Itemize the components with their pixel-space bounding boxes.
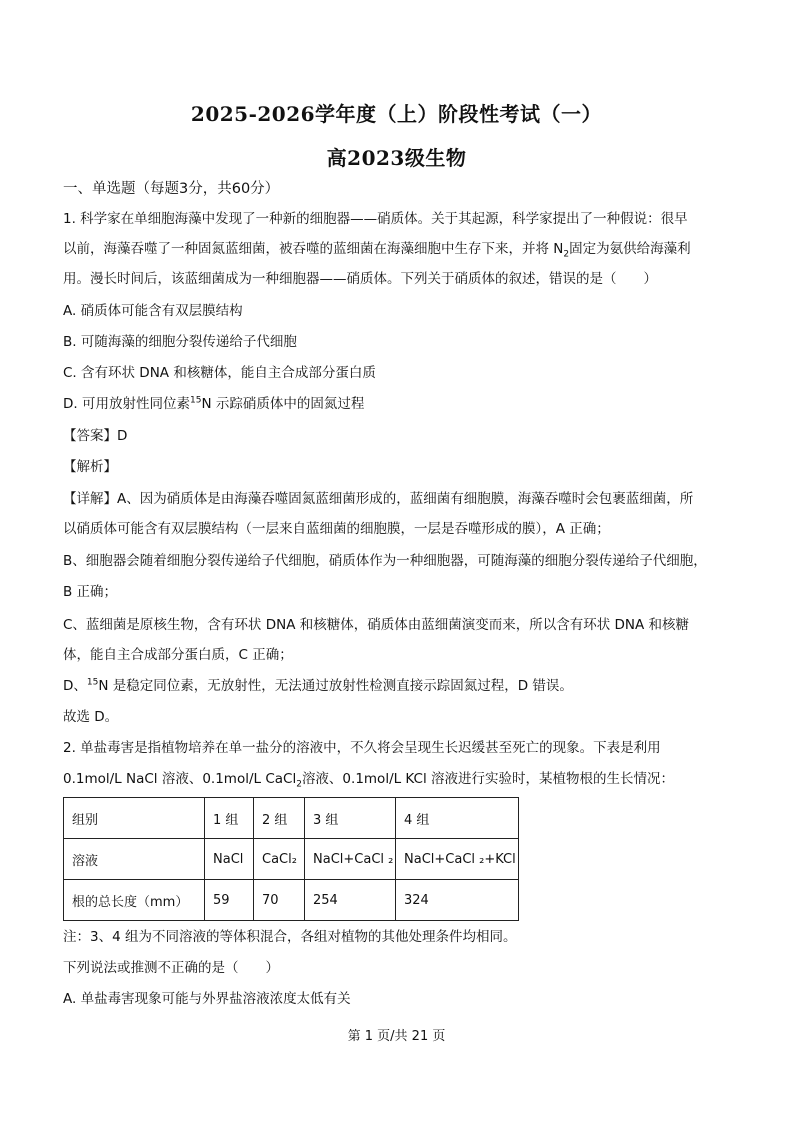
table-cell: 59 bbox=[205, 880, 254, 921]
q2-note: 注：3、4 组为不同溶液的等体积混合，各组对植物的其他处理条件均相同。 bbox=[63, 929, 517, 945]
q1-option-d bbox=[63, 395, 364, 413]
q1-detail-line: B 正确； bbox=[63, 584, 118, 600]
table-cell: 4 组 bbox=[396, 798, 519, 839]
q1-stem-line1: 1. 科学家在单细胞海藻中发现了一种新的细胞器——硝质体。关于其起源，科学家提出了一种假说：很早 bbox=[63, 211, 688, 227]
table-cell: NaCl+CaCl ₂ bbox=[305, 839, 396, 880]
q1-stem-text: 固定为氨供给海藻利 bbox=[569, 241, 691, 257]
q1-detail-line: 【详解】A、因为硝质体是由海藻吞噬固氮蓝细菌形成的，蓝细菌有细胞膜，海藻吞噬时会包裹蓝细菌，所 bbox=[63, 491, 694, 507]
q1-conclusion: 故选 D。 bbox=[63, 709, 119, 725]
q1-stem-text: 以前，海藻吞噬了一种固氮蓝细菌，被吞噬的蓝细菌在海藻细胞中生存下来，并将 N bbox=[63, 241, 564, 257]
superscript: 15 bbox=[189, 395, 202, 406]
subscript: 2 bbox=[296, 779, 302, 790]
table-cell: 2 组 bbox=[254, 798, 305, 839]
q1-option-a: A. 硝质体可能含有双层膜结构 bbox=[63, 303, 243, 319]
table-row bbox=[64, 839, 519, 880]
q1-option-d-text: D. 可用放射性同位素 bbox=[63, 396, 190, 412]
q2-stem-line2 bbox=[63, 770, 674, 788]
section-heading: 一、单选题（每题3分，共60分） bbox=[63, 181, 280, 197]
results-table bbox=[63, 797, 519, 921]
q2-stem-line1: 2. 单盐毒害是指植物培养在单一盐分的溶液中，不久将会呈现生长迟缓甚至死亡的现象。下表是利用 bbox=[63, 740, 661, 756]
q1-detail-line: C、蓝细菌是原核生物，含有环状 DNA 和核糖体，硝质体由蓝细菌演变而来，所以含有环状 DNA 和核糖 bbox=[63, 617, 690, 633]
table-cell: CaCl₂ bbox=[254, 839, 305, 880]
q1-option-b: B. 可随海藻的细胞分裂传递给子代细胞 bbox=[63, 334, 297, 350]
q1-detail-line: 体，能自主合成部分蛋白质，C 正确； bbox=[63, 647, 293, 663]
table-row bbox=[64, 880, 519, 921]
table-cell: NaCl bbox=[205, 839, 254, 880]
table-cell: 根的总长度（mm） bbox=[64, 880, 205, 921]
superscript: 15 bbox=[86, 677, 99, 688]
table-cell: 1 组 bbox=[205, 798, 254, 839]
q1-option-d-text: N 示踪硝质体中的固氮过程 bbox=[201, 396, 365, 412]
q1-detail-text: D、 bbox=[63, 678, 87, 694]
q1-option-c: C. 含有环状 DNA 和核糖体，能自主合成部分蛋白质 bbox=[63, 365, 376, 381]
q1-detail-line: B、细胞器会随着细胞分裂传递给子代细胞，硝质体作为一种细胞器，可随海藻的细胞分裂传递给子代细胞， bbox=[63, 553, 707, 569]
q2-stem-text: 0.1mol/L NaCl 溶液、0.1mol/L CaCl bbox=[63, 771, 297, 787]
q1-detail-line: 以硝质体可能含有双层膜结构（一层来自蓝细菌的细胞膜，一层是吞噬形成的膜），A 正确； bbox=[63, 521, 610, 537]
q1-analysis-label: 【解析】 bbox=[63, 459, 117, 475]
exam-subtitle: 高2023级生物 bbox=[326, 146, 467, 170]
q2-option-a: A. 单盐毒害现象可能与外界盐溶液浓度太低有关 bbox=[63, 991, 351, 1007]
q1-answer: 【答案】D bbox=[63, 428, 128, 444]
page-footer: 第 1 页/共 21 页 bbox=[347, 1029, 446, 1044]
q2-stem-text: 溶液、0.1mol/L KCl 溶液进行实验时，某植物根的生长情况： bbox=[301, 771, 675, 787]
table-cell: 3 组 bbox=[305, 798, 396, 839]
q1-stem-line2 bbox=[63, 240, 691, 258]
q1-stem-line3: 用。漫长时间后，该蓝细菌成为一种细胞器——硝质体。下列关于硝质体的叙述，错误的是（ ） bbox=[63, 271, 657, 287]
table-cell: 70 bbox=[254, 880, 305, 921]
q2-question: 下列说法或推测不正确的是（ ） bbox=[63, 960, 279, 976]
table-row bbox=[64, 798, 519, 839]
exam-title: 2025-2026学年度（上）阶段性考试（一） bbox=[190, 102, 603, 126]
subscript: 2 bbox=[563, 249, 570, 260]
table-cell: 324 bbox=[396, 880, 519, 921]
table-cell: NaCl+CaCl ₂+KCl bbox=[396, 839, 519, 880]
table-cell: 溶液 bbox=[64, 839, 205, 880]
q1-detail-line bbox=[63, 677, 573, 695]
q1-detail-text: N 是稳定同位素，无放射性，无法通过放射性检测直接示踪固氮过程，D 错误。 bbox=[98, 678, 573, 694]
table-cell: 组别 bbox=[64, 798, 205, 839]
table-cell: 254 bbox=[305, 880, 396, 921]
